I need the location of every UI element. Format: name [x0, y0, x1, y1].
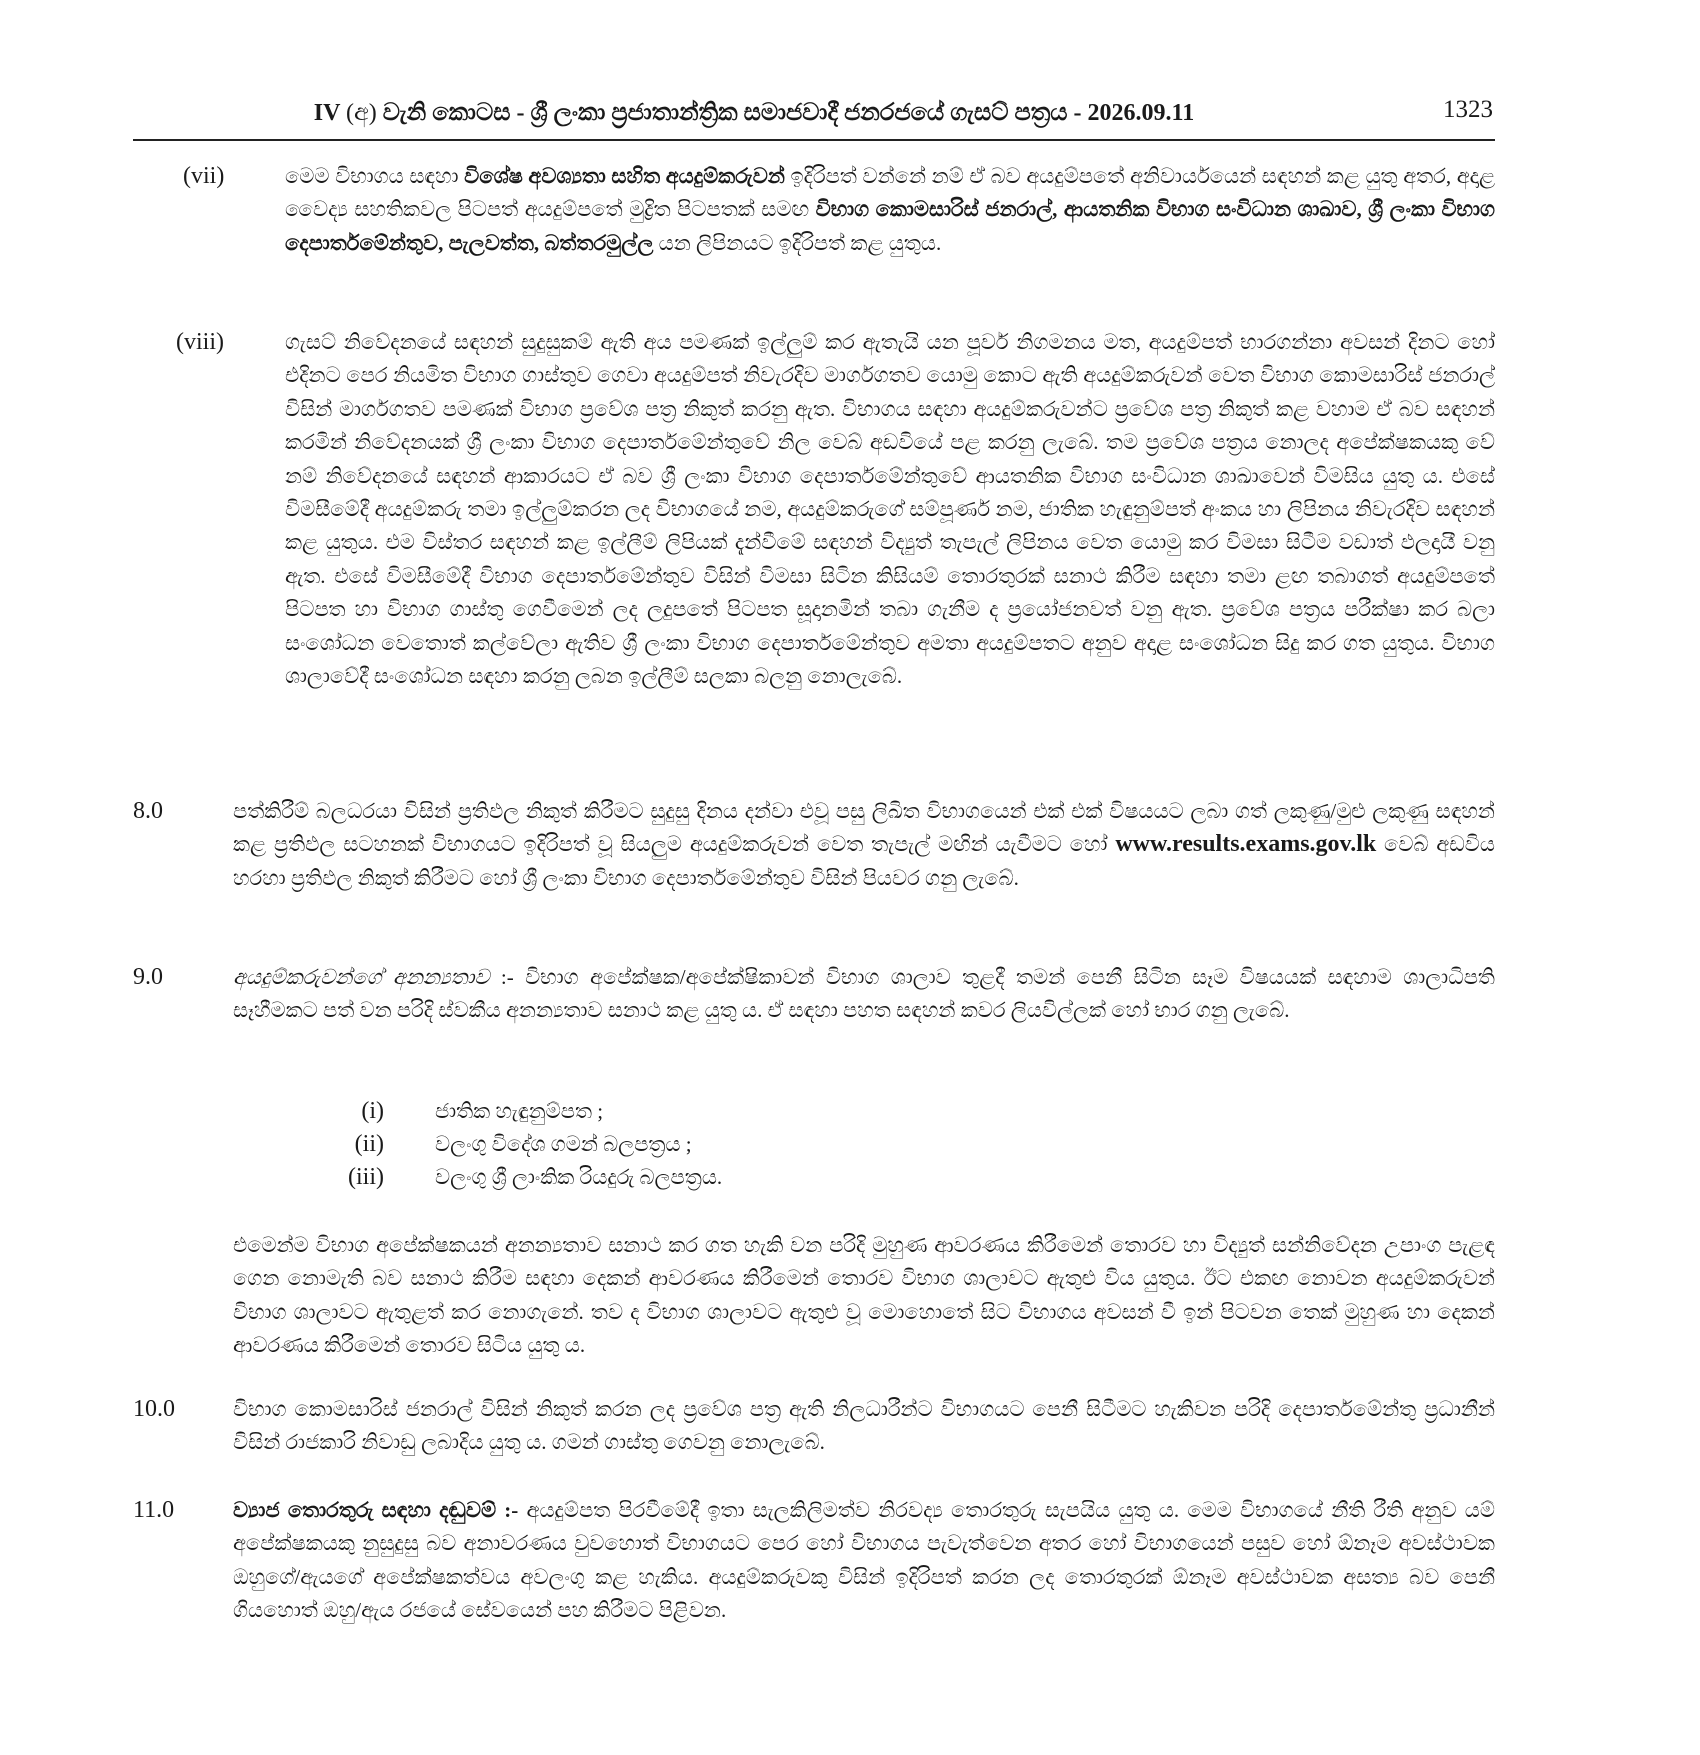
section-11-label: 11.0: [133, 1497, 175, 1523]
section-11-text: [233, 1494, 1495, 1628]
header-title: [133, 100, 1375, 127]
section-9-heading: අයදුම්කරුවන්ගේ අනන්‍යතාව: [233, 965, 490, 989]
section-9-body: :- විභාග අපේක්ෂක/අපේක්ෂිකාවන් විභාග ශාලාව තුළදී තමන් පෙනී සිටින සෑම විෂයයක් සඳහාම ශාලාධිපති සෑහීමකට පත් වන පරිදි ස්වකීය අනන්‍යතාව සනාථ කළ යුතු ය. ඒ සඳහා පහත සඳහන් කවර ලියවිල්ලක් හෝ භාර ගනු ලැබේ.: [233, 965, 1495, 1023]
section-8-text-2: වෙබ් අඩවිය හරහා ප්‍රතිඵල නිකුත් කිරීමට හෝ ශ්‍රී ලංකා විභාග දෙපාර්තමේන්තුව විසින් පියවර ගනු ලැබේ.: [233, 832, 1495, 890]
results-website-link[interactable]: www.results.exams.gov.lk: [1115, 831, 1377, 858]
id-list-item-text: වලංගු ශ්‍රී ලාංකික රියදුරු බලපත්‍රය.: [435, 1165, 723, 1189]
section-8-text: [233, 795, 1495, 895]
section-10-text: විභාග කොමසාරිස් ජනරාල් විසින් නිකුත් කරන ලද ප්‍රවේශ පත්‍ර ඇති නිලධාරීන්ට විභාගයට පෙනී සිටීමට හැකිවන පරිදි දෙපාර්තමේන්තු ප්‍රධානීන් විසින් රාජකාරි නිවාඩු ලබාදිය යුතු ය. ගමන් ගාස්තු ගෙවනු නොලැබේ.: [233, 1397, 1495, 1455]
page-number: 1323: [1443, 96, 1493, 123]
header-divider: [133, 139, 1495, 141]
header-part-letter: (අ): [346, 100, 377, 126]
id-list-item-label: (i): [361, 1098, 384, 1124]
id-list-item-text: වලංගු විදේශ ගමන් බලපත්‍රය ;: [435, 1132, 692, 1156]
page-header: [133, 96, 1495, 140]
section-9-text: [233, 961, 1495, 1028]
section-9-after-text: එමෙන්ම විභාග අපේක්ෂකයන් අනන්‍යතාව සනාථ කර ගත හැකි වන පරිදි මුහුණ ආවරණය කිරීමෙන් තොරව හා විද්‍යුත් සන්නිවේදන උපාංග පැළඳ ගෙන නොමැති බව සනාථ කිරීම සඳහා දෙකන් ආවරණය කිරීමෙන් තොරව විභාග ශාලාවට ඇතුළු විය යුතුය. ඊට එකඟ නොවන අයදුම්කරුවන් විභාග ශාලාවට ඇතුළත් කර නොගැනේ. තව ද විභාග ශාලාවට ඇතුළු වූ මොහොතේ සිට විභාගය අවසන් වී ඉන් පිටවන තෙක් මුහුණ හා දෙකන් ආවරණය කිරීමෙන් තොරව සිටිය යුතු ය.: [233, 1233, 1495, 1358]
id-list-item-label: (ii): [354, 1131, 384, 1157]
header-gazette-title: වැනි කොටස - ශ්‍රී ලංකා ප්‍රජාතාන්ත්‍රික සමාජවාදී ජනරජයේ ගැසට් පත්‍රය -: [382, 100, 1082, 126]
item-vii-bold-2: විභාග කොමසාරිස් ජනරාල්, ආයතනික විභාග සංවිධාන ශාඛාව, ශ්‍රී ලංකා විභාග දෙපාර්තමේන්තුව, පැලවත්ත, බත්තරමුල්ල: [285, 197, 1495, 255]
item-vii-text-3: යන ලිපිනයට ඉදිරිපත් කළ යුතුය.: [653, 230, 942, 255]
item-vii-text: [285, 160, 1495, 260]
item-vii-bold-1: විශේෂ අවශ්‍යතා සහිත අයදුම්කරුවන්: [464, 164, 785, 188]
section-11-heading: ව්‍යාජ තොරතුරු සඳහා දඬුවම් :-: [233, 1498, 519, 1522]
item-vii-text-1: මෙම විභාගය සඳහා: [285, 164, 465, 188]
section-11-body: අයදුම්පත පිරවීමේදී ඉතා සැලකිලිමත්ව නිරවද්‍ය තොරතුරු සැපයිය යුතු ය. මෙම විභාගයේ නීති රීති අනුව යම් අපේක්ෂකයකු නුසුදුසු බව අනාවරණය වුවහොත් විභාගයට පෙර හෝ විභාගය පැවැත්වෙන අතර හෝ විභාගයෙන් පසුව හෝ ඕනෑම අවස්ථාවක ඔහුගේ/ඇයගේ අපේක්ෂකත්වය අවලංගු කළ හැකිය. අයදුම්කරුවකු විසින් ඉදිරිපත් කරන ලද තොරතුරක් ඕනෑම අවස්ථාවක අසත්‍ය බව පෙනී ගියහොත් ඔහු/ඇය රජයේ සේවයෙන් පහ කිරීමට පිළිවන.: [233, 1498, 1495, 1623]
header-date: 2026.09.11: [1087, 100, 1195, 126]
item-vii-label: (vii): [183, 163, 225, 189]
id-list-item-label: (iii): [348, 1164, 384, 1190]
section-8-text-1: පත්කිරීම් බලධරයා විසින් ප්‍රතිඵල නිකුත් කිරීමට සුදුසු දිනය දන්වා එවූ පසු ලිඛිත විභාගයෙන් එක් එක් විෂයයට ලබා ගත් ලකුණු/මුළු ලකුණු සඳහන් කළ ප්‍රතිඵල සටහනක් විභාගයට ඉදිරිපත් වූ සියලුම අයදුම්කරුවන් වෙත තැපැල් මඟින් යැවීමට හෝ: [233, 799, 1495, 857]
item-vii-text-2: ඉදිරිපත් වන්නේ නම් ඒ බව අයදුම්පතේ අනිවාර්යයෙන් සඳහන් කළ යුතු අතර, අදාළ වෛද්‍ය සහතිකවල පිටපත් අයදුම්පතේ මුද්‍රිත පිටපතක් සමඟ: [285, 164, 1495, 222]
item-viii-text: ගැසට් නිවේදනයේ සඳහන් සුදුසුකම් ඇති අය පමණක් ඉල්ලුම් කර ඇතැයි යන පූර්ව නිගමනය මත, අයදුම්පත් භාරගන්නා අවසන් දිනට හෝ එදිනට පෙර නියමිත විභාග ගාස්තුව ගෙවා අයදුම්පත් නිවැරදිව මාර්ගගතව යොමු කොට ඇති අයදුම්කරුවන් වෙත විභාග කොමසාරිස් ජනරාල් විසින් මාර්ගගතව පමණක් විභාග ප්‍රවේශ පත්‍ර නිකුත් කරනු ඇත. විභාගය සඳහා අයදුම්කරුවන්ට ප්‍රවේශ පත්‍ර නිකුත් කළ වහාම ඒ බව සඳහන් කරමින් නිවේදනයක් ශ්‍රී ලංකා විභාග දෙපාර්තමේන්තුවේ නිල වෙබ් අඩවියේ පළ කරනු ලැබේ. තම ප්‍රවේශ පත්‍රය නොලද අපේක්ෂකයකු වේ නම් නිවේදනයේ සඳහන් ආකාරයට ඒ බව ශ්‍රී ලංකා විභාග දෙපාර්තමේන්තුවේ ආයතනික විභාග සංවිධාන ශාඛාවෙන් විමසිය යුතු ය. එසේ විමසීමේදී අයදුම්කරු තමා ඉල්ලුම්කරන ලද විභාගයේ නම, අයදුම්කරුගේ සම්පූර්ණ නම, ජාතික හැඳුනුම්පත් අංකය හා ලිපිනය නිවැරදිව සඳහන් කළ යුතුය. එම විස්තර සඳහන් කළ ඉල්ලීම් ලිපියක් දැන්වීමේ සඳහන් විද්‍යුත් තැපැල් ලිපිනය වෙත යොමු කර විමසා සිටීම වඩාත් ඵලදායී වනු ඇත. එසේ විමසීමේදී විභාග දෙපාර්තමේන්තුව විසින් විමසා සිටින කිසියම් තොරතුරක් සනාථ කිරීම සඳහා තමා ළඟ තබාගත් අයදුම්පතේ පිටපත හා විභාග ගාස්තු ගෙවීමෙන් ලද ලදුපතේ පිටපත සූදානමින් තබා ගැනීම ද ප්‍රයෝජනවත් වනු ඇත. ප්‍රවේශ පත්‍රය පරීක්ෂා කර බලා සංශෝධන වෙතොත් කල්වේලා ඇතිව ශ්‍රී ලංකා විභාග දෙපාර්තමේන්තුව අමතා අයදුම්පතට අනුව අදාළ සංශෝධන සිදු කර ගත යුතුය. විභාග ශාලාවේදී සංශෝධන සඳහා කරනු ලබන ඉල්ලීම් සලකා බලනු නොලැබේ.: [285, 330, 1495, 689]
section-9-label: 9.0: [133, 964, 163, 990]
header-part-number: IV: [313, 100, 340, 126]
id-list-item-text: ජාතික හැඳුනුම්පත ;: [435, 1099, 604, 1123]
item-viii-label: (viii): [176, 329, 224, 355]
section-8-label: 8.0: [133, 798, 163, 824]
section-10-label: 10.0: [133, 1396, 175, 1422]
